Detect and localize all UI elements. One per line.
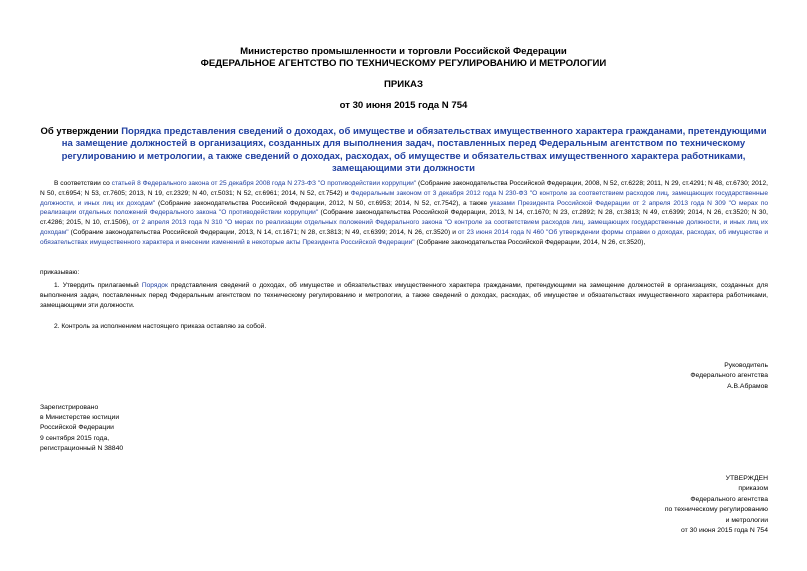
title-prefix: Об утверждении bbox=[40, 126, 122, 137]
law-273-link[interactable]: статьей 8 Федерального закона от 25 декабря 2008 года N 273-ФЗ "О противодействии коррупции" bbox=[111, 180, 417, 187]
agency-heading: ФЕДЕРАЛЬНОЕ АГЕНТСТВО ПО ТЕХНИЧЕСКОМУ РЕГУЛИРОВАНИЮ И МЕТРОЛОГИИ bbox=[200, 58, 607, 69]
approved-line-6: от 30 июня 2015 года N 754 bbox=[680, 527, 768, 535]
preamble-paragraph bbox=[40, 179, 768, 248]
approved-block bbox=[665, 474, 768, 536]
title-procedure-link[interactable]: Порядка представления сведений о доходах, об имуществе и обязательствах имущественного характера гражданами, претендующими на замещение должностей в организациях, созданных для выполнения задач, поставленных перед Федеральным агентством по техническому регулированию и метрологии, а также сведений о доходах, расходах, об имуществе и обязательствах имущественного характера работниками, замещающими эти должности bbox=[61, 126, 767, 175]
item1-text-1: 1. Утвердить прилагаемый bbox=[54, 282, 142, 289]
approved-line-4: по техническому регулированию bbox=[664, 506, 768, 514]
ministry-heading: Министерство промышленности и торговли Российской Федерации bbox=[240, 46, 567, 57]
preamble-text-1: В соответствии со bbox=[54, 180, 112, 187]
item1-text-2: представления сведений о доходах, об имуществе и обязательствах имущественного характера гражданами, претендующими на замещение должностей в организациях, созданных для выполнения задач, поставленных перед Федеральным агентством по техническому регулированию и метрологии, а также сведений о доходах, расходах, об имуществе и обязательствах имущественного характера работниками, замещающими эти должности. bbox=[40, 282, 768, 309]
decree-460-link[interactable]: от 23 июня 2014 года N 460 "Об утверждении формы справки о доходах, расходах, об имуществе и обязательствах имущественного характера и внесении изменений в некоторые акты Президента Российской Федерации" bbox=[40, 228, 768, 246]
registration-line-4: 9 сентября 2015 года, bbox=[40, 434, 110, 442]
registration-line-2: в Министерстве юстиции bbox=[40, 414, 120, 422]
registration-line-5: регистрационный N 38840 bbox=[40, 444, 124, 452]
law-230-link[interactable]: Федеральным законом от 3 декабря 2012 года N 230-ФЗ "О контроле за соответствием расходов лиц, замещающих государственные должности, и иных лиц их доходам" bbox=[40, 189, 768, 207]
preamble-text-6: (Собрание законодательства Российской Федерации, 2014, N 26, ст.3520), bbox=[414, 238, 646, 246]
doc-date-number: от 30 июня 2015 года N 754 bbox=[339, 100, 468, 111]
order-word: приказываю: bbox=[40, 269, 80, 276]
order-item-2 bbox=[40, 322, 768, 332]
signature-position: Руководитель bbox=[724, 362, 768, 369]
item2-text: 2. Контроль за исполнением настоящего приказа оставляю за собой. bbox=[54, 323, 267, 330]
document-title bbox=[40, 126, 767, 176]
procedure-link[interactable]: Порядок bbox=[141, 282, 168, 289]
approved-line-1: УТВЕРЖДЕН bbox=[725, 475, 768, 482]
preamble-text-3: (Собрание законодательства Российской Федерации, 2012, N 50, ст.6953; 2014, N 52, ст.7542), а также bbox=[155, 199, 491, 207]
signature-block bbox=[690, 361, 768, 392]
preamble-text-2: (Собрание законодательства Российской Федерации, 2008, N 52, ст.6228; 2011, N 29, ст.4291; N 48, ст.6730; 2012, N 50, ст.6954; N 53, ст.7605; 2013, N 19, ст.2329; N 40, ст.5031; N 52, ст.6961; 2014, N 52, ст.7542) и bbox=[40, 180, 768, 197]
preamble-text-4: (Собрание законодательства Российской Федерации, 2013, N 14, ст.1670; N 23, ст.2892; N 28, ст.3813; N 49, ст.6399; 2014, N 26, ст.3520; N 30, ст.4286; 2015, N 10, ст.1506), bbox=[40, 209, 768, 227]
registration-block bbox=[40, 403, 123, 454]
registration-line-3: Российской Федерации bbox=[40, 424, 114, 432]
approved-line-3: Федерального агентства bbox=[690, 495, 768, 503]
approved-line-5: и метрологии bbox=[725, 516, 768, 524]
preamble-text-5: (Собрание законодательства Российской Федерации, 2013, N 14, ст.1671; N 28, ст.3813; N 49, ст.6399; 2014, N 26, ст.3520) и bbox=[68, 228, 459, 236]
doc-type-heading: ПРИКАЗ bbox=[384, 79, 423, 90]
decree-310-link[interactable]: от 2 апреля 2013 года N 310 "О мерах по реализации отдельных положений Федерального закона "О контроле за соответствием расходов лиц, замещающих государственные должности, и иных лиц их доходам" bbox=[40, 219, 768, 236]
order-item-1 bbox=[40, 281, 768, 310]
approved-line-2: приказом bbox=[738, 485, 768, 493]
registration-line-1: Зарегистрировано bbox=[40, 404, 99, 411]
signature-agency: Федерального агентства bbox=[690, 372, 768, 380]
signature-name: А.В.Абрамов bbox=[727, 382, 768, 390]
decree-309-link[interactable]: указами Президента Российской Федерации от 2 апреля 2013 года N 309 "О мерах по реализации отдельных положений Федерального закона "О противодействии коррупции" bbox=[40, 199, 768, 217]
